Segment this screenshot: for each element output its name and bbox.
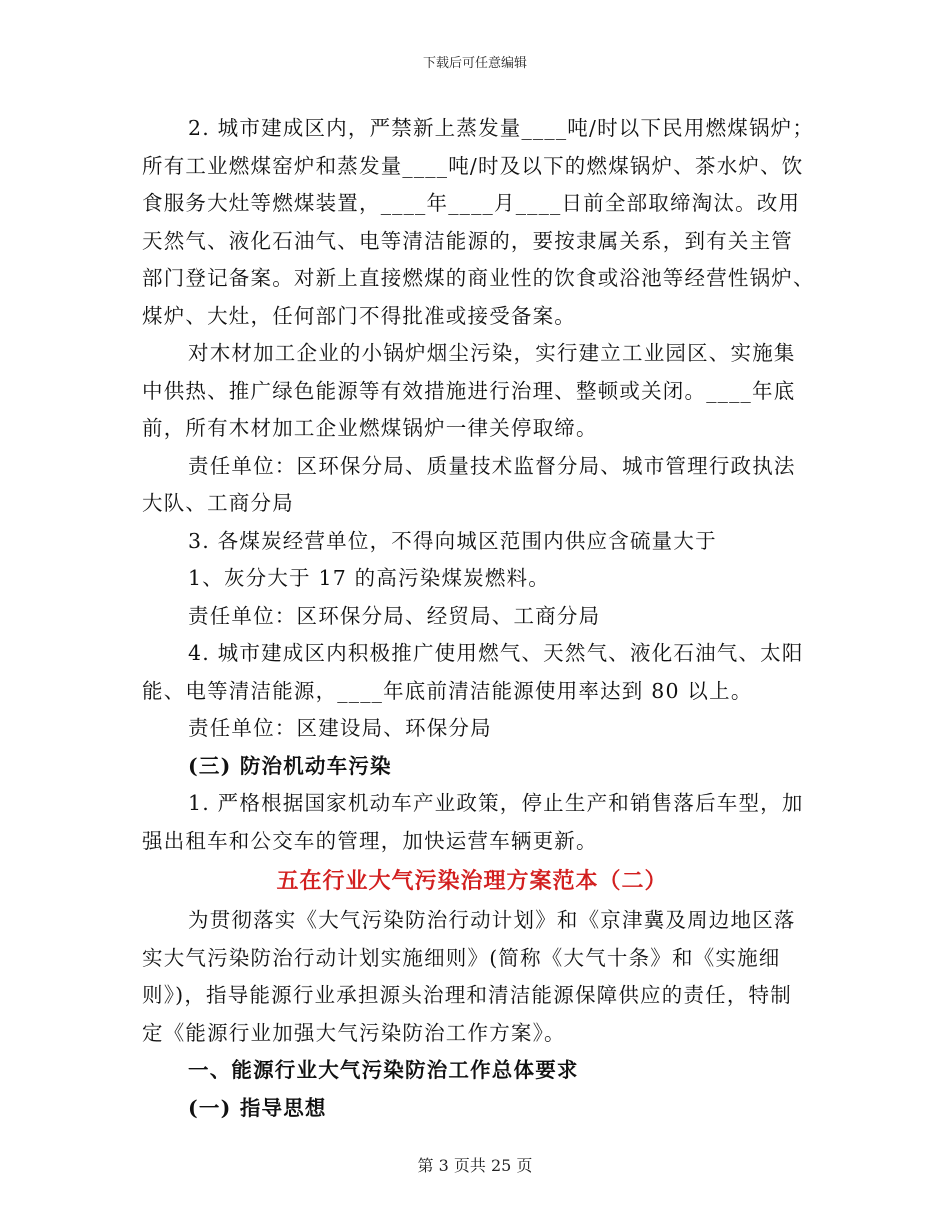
text-line: 责任单位：区环保分局、质量技术监督分局、城市管理行政执法 [188,453,796,478]
heading-line: 一、能源行业大气污染防治工作总体要求 [188,1058,579,1082]
document-body [142,110,815,1127]
paragraph-block-2 [142,902,802,1127]
text-line: 3. 各煤炭经营单位，不得向城区范围内供应含硫量大于 [188,528,717,553]
text-line: 对木材加工企业的小锅炉烟尘污染，实行建立工业园区、实施集 [188,341,796,365]
text-line: 为贯彻落实《大气污染防治行动计划》和《京津冀及周边地区落 [188,908,796,932]
text-line: 天然气、液化石油气、电等清洁能源的，要按隶属关系，到有关主管 [142,228,793,253]
text-line: 中供热、推广绿色能源等有效措施进行治理、整顿或关闭。____年底 [142,378,796,403]
paragraph-block-1 [142,110,815,860]
text-line: 大队、工商分局 [142,491,294,515]
heading-line: (一) 指导思想 [188,1095,327,1120]
text-line: 食服务大灶等燃煤装置，____年____月____日前全部取缔淘汰。改用 [142,191,801,215]
text-line: 责任单位：区建设局、环保分局 [188,716,492,740]
page-header: 下载后可任意编辑 [422,56,527,71]
text-line: 能、电等清洁能源，____年底前清洁能源使用率达到 80 以上。 [142,678,753,703]
text-line: 定《能源行业加强大气污染防治工作方案》。 [142,1020,566,1045]
text-line: 实大气污染防治行动计划实施细则》(简称《大气十条》和《实施细 [142,945,781,970]
text-line: 前，所有木材加工企业燃煤锅炉一律关停取缔。 [142,416,598,440]
text-line: 2. 城市建成区内，严禁新上蒸发量____吨/时以下民用燃煤锅炉； [188,116,815,140]
text-line: 则》)，指导能源行业承担源头治理和清洁能源保障供应的责任，特制 [142,983,792,1007]
text-line: 4. 城市建成区内积极推广使用燃气、天然气、液化石油气、太阳 [188,641,804,665]
text-line: 所有工业燃煤窑炉和蒸发量____吨/时及以下的燃煤锅炉、茶水炉、饮 [142,153,804,178]
text-line: 强出租车和公交车的管理，加快运营车辆更新。 [142,828,598,853]
text-line: 部门登记备案。对新上直接燃煤的商业性的饮食或浴池等经营性锅炉、 [142,266,815,290]
text-line: 1. 严格根据国家机动车产业政策，停止生产和销售落后车型，加 [188,791,804,815]
text-line: 责任单位：区环保分局、经贸局、工商分局 [188,603,601,628]
text-line: 1、灰分大于 17 的高污染煤炭燃料。 [188,566,550,590]
page-footer: 第 3 页共 25 页 [417,1156,533,1175]
section-title: 五在行业大气污染治理方案范本（二） [276,868,668,894]
heading-line: (三) 防治机动车污染 [188,753,392,778]
text-line: 煤炉、大灶，任何部门不得批准或接受备案。 [142,303,576,328]
